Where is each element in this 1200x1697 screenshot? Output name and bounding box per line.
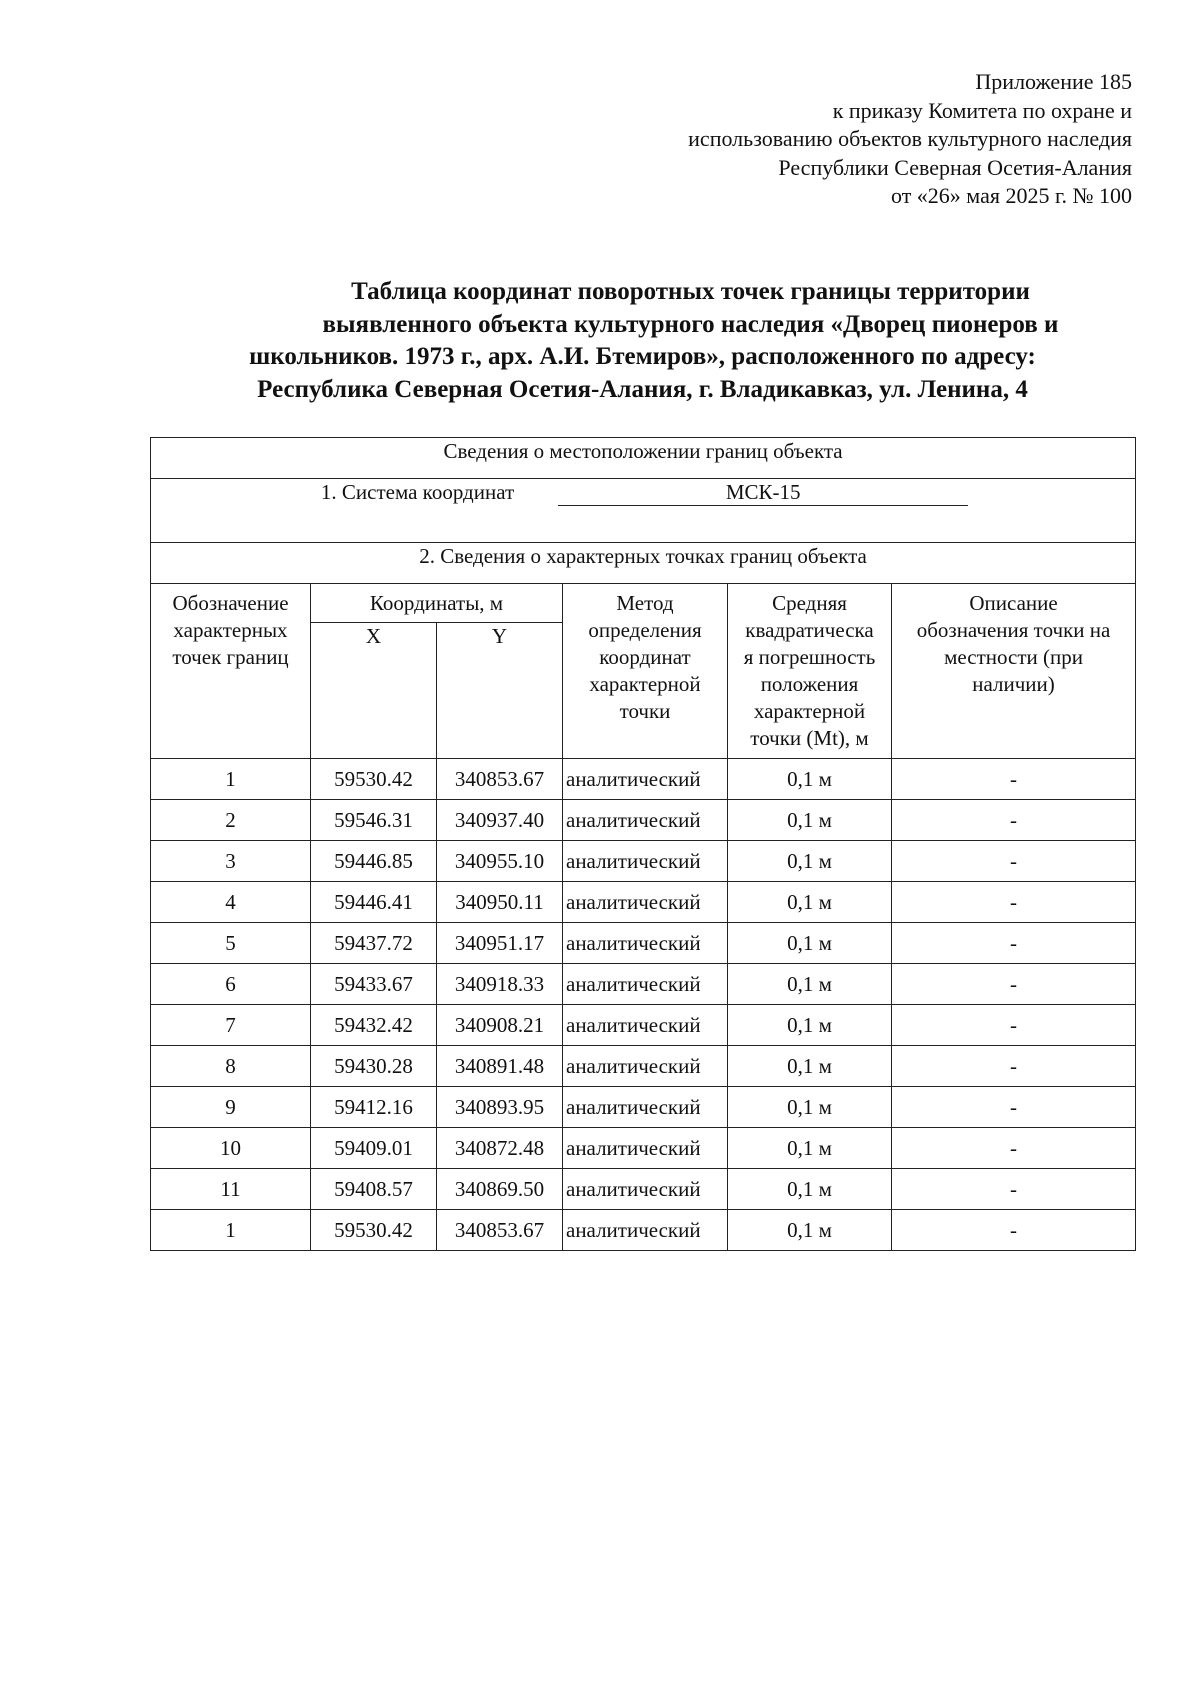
- header-x: X: [311, 623, 437, 759]
- cell-y: 340955.10: [437, 841, 563, 882]
- cell-x: 59409.01: [311, 1128, 437, 1169]
- cell-error: 0,1 м: [728, 1087, 892, 1128]
- header-y: Y: [437, 623, 563, 759]
- cell-description: -: [892, 759, 1136, 800]
- cell-point: 5: [151, 923, 311, 964]
- cell-x: 59412.16: [311, 1087, 437, 1128]
- cell-y: 340869.50: [437, 1169, 563, 1210]
- cell-point: 6: [151, 964, 311, 1005]
- cell-method: аналитический: [563, 1128, 728, 1169]
- cell-description: -: [892, 841, 1136, 882]
- title-line: Республика Северная Осетия-Алания, г. Владикавказ, ул. Ленина, 4: [257, 375, 1028, 403]
- cell-x: 59408.57: [311, 1169, 437, 1210]
- cell-method: аналитический: [563, 759, 728, 800]
- cell-point: 7: [151, 1005, 311, 1046]
- cell-description: -: [892, 882, 1136, 923]
- cell-method: аналитический: [563, 882, 728, 923]
- cell-method: аналитический: [563, 1046, 728, 1087]
- cell-method: аналитический: [563, 1169, 728, 1210]
- appendix-header: [688, 68, 1132, 211]
- cell-y: 340872.48: [437, 1128, 563, 1169]
- table-row: [151, 1087, 1136, 1128]
- cell-error: 0,1 м: [728, 923, 892, 964]
- cell-y: 340853.67: [437, 1210, 563, 1251]
- cell-point: 3: [151, 841, 311, 882]
- title-line: выявленного объекта культурного наследия «Дворец пионеров и: [322, 310, 1059, 338]
- cell-y: 340937.40: [437, 800, 563, 841]
- table-row: [151, 923, 1136, 964]
- cell-method: аналитический: [563, 964, 728, 1005]
- appendix-line: Республики Северная Осетия-Алания: [778, 154, 1132, 180]
- table-row: [151, 800, 1136, 841]
- coordinate-system-value: МСК-15: [558, 479, 968, 506]
- cell-method: аналитический: [563, 800, 728, 841]
- header-error: Средняя квадратическа я погрешность положения характерной точки (Mt), м: [728, 584, 892, 759]
- cell-y: 340853.67: [437, 759, 563, 800]
- cell-y: 340893.95: [437, 1087, 563, 1128]
- title-line: школьников. 1973 г., арх. А.И. Бтемиров», расположенного по адресу:: [249, 343, 1036, 370]
- table-row: [151, 1046, 1136, 1087]
- cell-y: 340891.48: [437, 1046, 563, 1087]
- cell-description: -: [892, 1087, 1136, 1128]
- cell-x: 59446.41: [311, 882, 437, 923]
- header-designation: Обозначение характерных точек границ: [151, 584, 311, 759]
- cell-x: 59546.31: [311, 800, 437, 841]
- cell-point: 4: [151, 882, 311, 923]
- cell-x: 59432.42: [311, 1005, 437, 1046]
- header-method: Метод определения координат характерной точки: [563, 584, 728, 759]
- table-row: [151, 964, 1136, 1005]
- cell-method: аналитический: [563, 1005, 728, 1046]
- cell-method: аналитический: [563, 841, 728, 882]
- cell-description: -: [892, 1210, 1136, 1251]
- cell-x: 59446.85: [311, 841, 437, 882]
- cell-y: 340918.33: [437, 964, 563, 1005]
- table-body: [151, 759, 1136, 1251]
- cell-x: 59433.67: [311, 964, 437, 1005]
- cell-y: 340951.17: [437, 923, 563, 964]
- cell-error: 0,1 м: [728, 1046, 892, 1087]
- cell-x: 59530.42: [311, 759, 437, 800]
- appendix-line: использованию объектов культурного наследия: [688, 126, 1132, 151]
- cell-x: 59530.42: [311, 1210, 437, 1251]
- cell-description: -: [892, 923, 1136, 964]
- cell-error: 0,1 м: [728, 1169, 892, 1210]
- table-row: [151, 1005, 1136, 1046]
- cell-x: 59430.28: [311, 1046, 437, 1087]
- table-row: [151, 841, 1136, 882]
- cell-point: 9: [151, 1087, 311, 1128]
- cell-point: 1: [151, 1210, 311, 1251]
- cell-y: 340908.21: [437, 1005, 563, 1046]
- cell-point: 1: [151, 759, 311, 800]
- cell-method: аналитический: [563, 923, 728, 964]
- coordinate-system-row: [151, 479, 1136, 543]
- cell-error: 0,1 м: [728, 759, 892, 800]
- title-line: Таблица координат поворотных точек границы территории: [351, 278, 1030, 305]
- cell-description: -: [892, 1128, 1136, 1169]
- header-coordinates: Координаты, м: [311, 584, 563, 623]
- appendix-line: от «26» мая 2025 г. № 100: [890, 183, 1132, 208]
- cell-description: -: [892, 1046, 1136, 1087]
- cell-description: -: [892, 800, 1136, 841]
- cell-point: 8: [151, 1046, 311, 1087]
- cell-point: 2: [151, 800, 311, 841]
- header-description: Описание обозначения точки на местности (при наличии): [892, 584, 1136, 759]
- section-title: Сведения о местоположении границ объекта: [151, 438, 1136, 479]
- cell-error: 0,1 м: [728, 800, 892, 841]
- cell-y: 340950.11: [437, 882, 563, 923]
- coordinates-table: [150, 437, 1136, 1251]
- appendix-line: Приложение 185: [975, 69, 1132, 94]
- cell-x: 59437.72: [311, 923, 437, 964]
- cell-point: 11: [151, 1169, 311, 1210]
- table-row: [151, 1210, 1136, 1251]
- table-row: [151, 1128, 1136, 1169]
- cell-description: -: [892, 964, 1136, 1005]
- cell-error: 0,1 м: [728, 1005, 892, 1046]
- table-header-row: [151, 584, 1136, 623]
- table-row: [151, 882, 1136, 923]
- cell-error: 0,1 м: [728, 1128, 892, 1169]
- table-row: [151, 759, 1136, 800]
- table-row: [151, 1169, 1136, 1210]
- document-title: [150, 276, 1135, 406]
- cell-method: аналитический: [563, 1087, 728, 1128]
- cell-error: 0,1 м: [728, 964, 892, 1005]
- cell-error: 0,1 м: [728, 1210, 892, 1251]
- cell-description: -: [892, 1169, 1136, 1210]
- appendix-line: к приказу Комитета по охране и: [832, 97, 1132, 123]
- cell-error: 0,1 м: [728, 882, 892, 923]
- cell-error: 0,1 м: [728, 841, 892, 882]
- points-title-row: [151, 543, 1136, 584]
- coordinate-system-label: 1. Система координат: [320, 480, 515, 504]
- points-title: 2. Сведения о характерных точках границ объекта: [151, 543, 1136, 584]
- cell-method: аналитический: [563, 1210, 728, 1251]
- cell-point: 10: [151, 1128, 311, 1169]
- section-title-row: [151, 438, 1136, 479]
- cell-description: -: [892, 1005, 1136, 1046]
